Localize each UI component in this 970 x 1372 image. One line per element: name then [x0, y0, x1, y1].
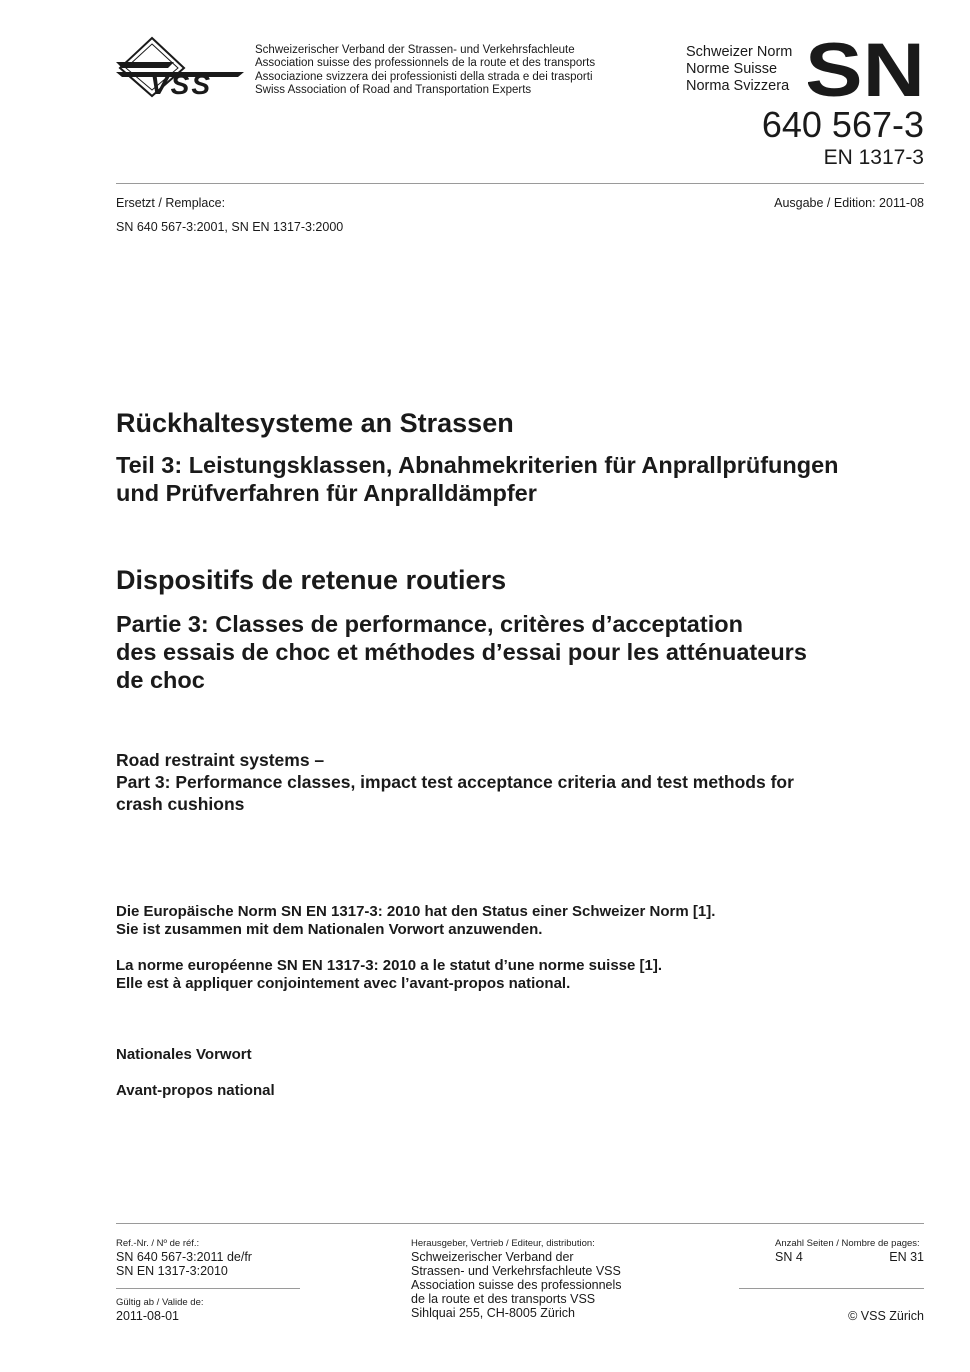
association-name-en: Swiss Association of Road and Transportation Experts: [255, 83, 532, 96]
foreword-heading-fr: Avant-propos national: [116, 1082, 275, 1099]
header-divider: [116, 183, 924, 184]
status-de-line: Die Europäische Norm SN EN 1317-3: 2010 hat den Status einer Schweizer Norm [1].: [116, 903, 716, 920]
title-en-line: crash cushions: [116, 794, 245, 814]
subtitle-fr-line: de choc: [116, 667, 205, 693]
publisher-line: de la route et des transports VSS: [411, 1292, 596, 1306]
norm-number: 640 567-3: [761, 104, 924, 145]
svg-text:VSS: VSS: [150, 69, 213, 98]
association-name-fr: Association suisse des professionnels de la route et des transports: [255, 57, 596, 70]
footer-publisher: [411, 1238, 622, 1320]
publisher-line: Schweizerischer Verband der: [411, 1250, 574, 1264]
svg-text:SN: SN: [808, 38, 925, 100]
norm-type-de: Schweizer Norm: [686, 44, 793, 60]
footer-divider: [116, 1223, 924, 1224]
title-en-line: Road restraint systems –: [116, 750, 325, 770]
norm-type-fr: Norme Suisse: [686, 61, 778, 77]
page-count-en: EN 31: [889, 1250, 924, 1264]
sn-logo: [808, 38, 926, 100]
footer-reference: [116, 1238, 252, 1278]
status-fr-line: Elle est à appliquer conjointement avec l’avant-propos national.: [116, 975, 571, 992]
subtitle-de-line: und Prüfverfahren für Anpralldämpfer: [116, 480, 537, 506]
association-name-de: Schweizerischer Verband der Strassen- und Verkehrsfachleute: [255, 44, 575, 56]
reference-label: Ref.-Nr. / Nº de réf.:: [116, 1238, 200, 1249]
en-number: EN 1317-3: [823, 146, 924, 169]
vss-logo-graphic: [114, 36, 248, 98]
replaces-value: SN 640 567-3:2001, SN EN 1317-3:2000: [116, 220, 344, 234]
validity-label: Gültig ab / Valide de:: [116, 1297, 204, 1308]
reference-number: SN 640 567-3:2011 de/fr: [116, 1250, 252, 1264]
vss-logo: [114, 36, 248, 98]
replaces-label: Ersetzt / Remplace:: [116, 196, 226, 210]
publisher-line: Sihlquai 255, CH-8005 Zürich: [411, 1306, 575, 1320]
footer-pages-divider: [739, 1288, 924, 1289]
validity-date: 2011-08-01: [116, 1309, 180, 1323]
foreword-heading-de: Nationales Vorwort: [116, 1046, 252, 1063]
reference-number: SN EN 1317-3:2010: [116, 1264, 228, 1278]
norm-type-it: Norma Svizzera: [686, 78, 790, 94]
status-statement-fr: [116, 957, 662, 993]
association-names: [255, 44, 595, 97]
subtitle-fr: [116, 610, 936, 694]
title-block-en: [116, 749, 936, 815]
status-statement-de: [116, 903, 715, 939]
edition-date: Ausgabe / Edition: 2011-08: [774, 196, 924, 210]
subtitle-fr-line: Partie 3: Classes de performance, critères d’acceptation: [116, 611, 743, 637]
publisher-line: Strassen- und Verkehrsfachleute VSS: [411, 1264, 621, 1278]
subtitle-de: [116, 451, 936, 507]
publisher-label: Herausgeber, Vertrieb / Editeur, distribution:: [411, 1238, 595, 1249]
status-de-line: Sie ist zusammen mit dem Nationalen Vorwort anzuwenden.: [116, 921, 543, 938]
title-block-fr: [116, 565, 936, 694]
status-fr-line: La norme européenne SN EN 1317-3: 2010 a le statut d’une norme suisse [1].: [116, 957, 663, 974]
copyright: © VSS Zürich: [848, 1309, 924, 1323]
publisher-line: Association suisse des professionnels: [411, 1278, 622, 1292]
footer-page-count: [775, 1238, 924, 1264]
page-count-label: Anzahl Seiten / Nombre de pages:: [775, 1238, 920, 1249]
sn-logo-graphic: [808, 38, 926, 100]
subtitle-de-line: Teil 3: Leistungsklassen, Abnahmekriterien für Anprallprüfungen: [116, 452, 839, 478]
norm-type-labels: [686, 44, 792, 95]
footer-validity: [116, 1297, 204, 1323]
subtitle-fr-line: des essais de choc et méthodes d’essai pour les atténuateurs: [116, 639, 807, 665]
title-en-line: Part 3: Performance classes, impact test acceptance criteria and test methods for: [116, 772, 794, 792]
title-de: Rückhaltesysteme an Strassen: [116, 408, 514, 438]
page-count-sn: SN 4: [775, 1250, 803, 1264]
title-block-de: [116, 408, 936, 507]
title-fr: Dispositifs de retenue routiers: [116, 565, 507, 595]
footer-reference-divider: [116, 1288, 300, 1289]
association-name-it: Associazione svizzera dei professionisti della strada e dei trasporti: [255, 70, 593, 83]
